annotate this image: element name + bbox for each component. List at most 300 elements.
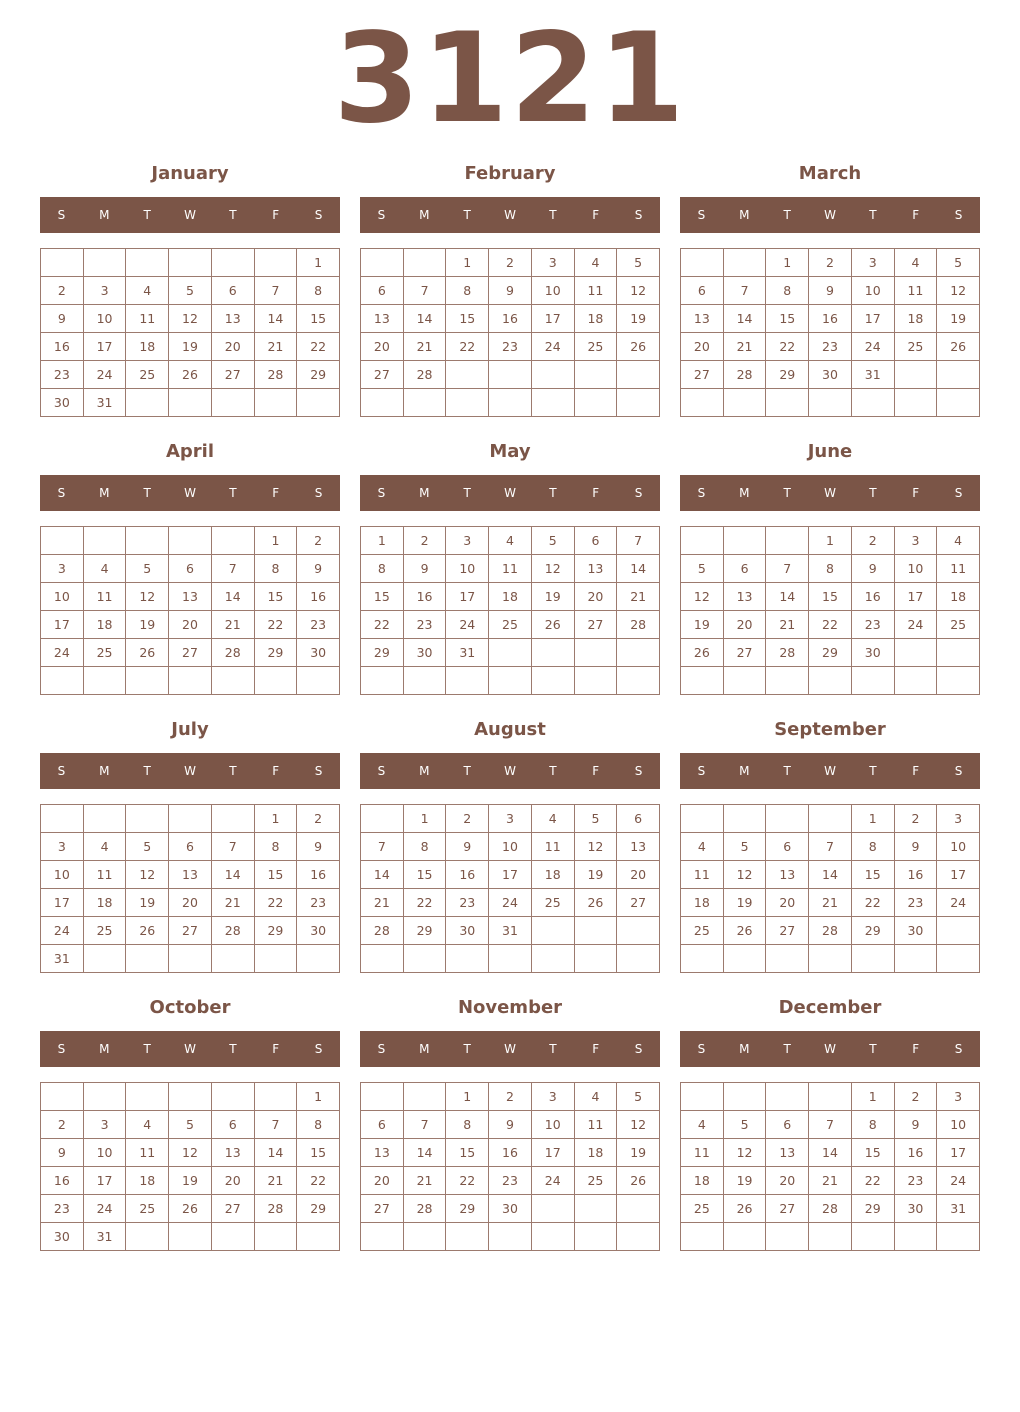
day-cell: 26 xyxy=(724,1195,767,1223)
day-cell: 18 xyxy=(126,333,169,361)
day-cell: 19 xyxy=(126,611,169,639)
day-cell: 30 xyxy=(809,361,852,389)
day-cell: 29 xyxy=(852,1195,895,1223)
day-cell: 15 xyxy=(297,305,340,333)
day-cell: 28 xyxy=(809,917,852,945)
empty-day-cell xyxy=(169,527,212,555)
day-cell: 28 xyxy=(404,1195,447,1223)
day-cell: 19 xyxy=(617,1139,660,1167)
month-name: February xyxy=(464,163,556,184)
weekday-header xyxy=(680,1031,980,1067)
day-cell: 26 xyxy=(724,917,767,945)
weekday-label: S xyxy=(697,764,706,778)
day-cell: 4 xyxy=(681,833,724,861)
empty-day-cell xyxy=(532,945,575,973)
day-cell: 11 xyxy=(681,861,724,889)
day-cell: 4 xyxy=(532,805,575,833)
day-cell: 5 xyxy=(617,249,660,277)
weekday-label: W xyxy=(824,1042,836,1056)
day-cell: 13 xyxy=(724,583,767,611)
day-cell: 9 xyxy=(489,1111,532,1139)
day-cell: 25 xyxy=(84,917,127,945)
day-grid xyxy=(360,804,660,973)
day-cell: 29 xyxy=(404,917,447,945)
day-cell: 17 xyxy=(937,861,980,889)
day-cell: 21 xyxy=(255,1167,298,1195)
day-cell: 13 xyxy=(169,861,212,889)
day-cell: 3 xyxy=(532,1083,575,1111)
weekday-label: T xyxy=(229,486,237,500)
day-cell: 21 xyxy=(361,889,404,917)
day-cell: 22 xyxy=(852,889,895,917)
day-cell: 4 xyxy=(895,249,938,277)
empty-day-cell xyxy=(895,1223,938,1251)
empty-day-cell xyxy=(724,945,767,973)
day-grid xyxy=(40,248,340,417)
day-cell: 12 xyxy=(724,861,767,889)
day-cell: 14 xyxy=(809,1139,852,1167)
empty-day-cell xyxy=(681,1223,724,1251)
weekday-label: M xyxy=(419,486,430,500)
day-cell: 24 xyxy=(489,889,532,917)
day-cell: 22 xyxy=(361,611,404,639)
empty-day-cell xyxy=(361,1083,404,1111)
empty-day-cell xyxy=(212,249,255,277)
day-cell: 26 xyxy=(126,639,169,667)
weekday-label: T xyxy=(143,1042,151,1056)
day-grid xyxy=(680,1082,980,1251)
day-cell: 25 xyxy=(575,333,618,361)
day-cell: 19 xyxy=(575,861,618,889)
weekday-header xyxy=(40,753,340,789)
day-cell: 20 xyxy=(617,861,660,889)
day-cell: 14 xyxy=(404,305,447,333)
empty-day-cell xyxy=(532,1195,575,1223)
day-cell: 5 xyxy=(169,277,212,305)
day-cell: 30 xyxy=(297,917,340,945)
day-cell: 2 xyxy=(297,805,340,833)
day-cell: 20 xyxy=(212,1167,255,1195)
day-cell: 19 xyxy=(169,1167,212,1195)
empty-day-cell xyxy=(681,805,724,833)
empty-day-cell xyxy=(937,361,980,389)
day-cell: 15 xyxy=(446,305,489,333)
day-cell: 20 xyxy=(361,1167,404,1195)
day-cell: 6 xyxy=(361,277,404,305)
empty-day-cell xyxy=(361,805,404,833)
day-cell: 30 xyxy=(446,917,489,945)
day-cell: 24 xyxy=(852,333,895,361)
day-cell: 19 xyxy=(169,333,212,361)
day-cell: 13 xyxy=(169,583,212,611)
day-cell: 8 xyxy=(766,277,809,305)
empty-day-cell xyxy=(169,1223,212,1251)
day-cell: 5 xyxy=(575,805,618,833)
day-cell: 13 xyxy=(766,861,809,889)
empty-day-cell xyxy=(84,667,127,695)
month-name: October xyxy=(149,997,231,1018)
empty-day-cell xyxy=(41,805,84,833)
day-cell: 9 xyxy=(297,555,340,583)
day-cell: 10 xyxy=(41,861,84,889)
empty-day-cell xyxy=(255,249,298,277)
empty-day-cell xyxy=(681,527,724,555)
day-cell: 20 xyxy=(766,1167,809,1195)
empty-day-cell xyxy=(681,389,724,417)
day-cell: 24 xyxy=(937,1167,980,1195)
day-cell: 1 xyxy=(766,249,809,277)
weekday-label: W xyxy=(184,1042,196,1056)
weekday-header xyxy=(680,475,980,511)
empty-day-cell xyxy=(126,805,169,833)
day-cell: 12 xyxy=(724,1139,767,1167)
day-cell: 2 xyxy=(404,527,447,555)
day-cell: 27 xyxy=(724,639,767,667)
empty-day-cell xyxy=(126,667,169,695)
weekday-label: S xyxy=(954,1042,963,1056)
day-cell: 5 xyxy=(617,1083,660,1111)
weekday-label: S xyxy=(314,486,323,500)
month-name: December xyxy=(778,997,882,1018)
day-cell: 26 xyxy=(937,333,980,361)
day-grid xyxy=(680,248,980,417)
day-cell: 14 xyxy=(724,305,767,333)
day-cell: 15 xyxy=(766,305,809,333)
day-cell: 9 xyxy=(489,277,532,305)
empty-day-cell xyxy=(895,667,938,695)
empty-day-cell xyxy=(724,1083,767,1111)
day-cell: 7 xyxy=(361,833,404,861)
month-name: March xyxy=(798,163,862,184)
day-cell: 17 xyxy=(937,1139,980,1167)
empty-day-cell xyxy=(575,361,618,389)
day-cell: 23 xyxy=(489,1167,532,1195)
empty-day-cell xyxy=(404,945,447,973)
day-cell: 29 xyxy=(297,361,340,389)
day-cell: 26 xyxy=(532,611,575,639)
day-cell: 2 xyxy=(852,527,895,555)
day-cell: 23 xyxy=(297,611,340,639)
day-cell: 11 xyxy=(575,277,618,305)
day-cell: 2 xyxy=(41,277,84,305)
weekday-label: W xyxy=(824,486,836,500)
day-cell: 2 xyxy=(895,805,938,833)
empty-day-cell xyxy=(937,945,980,973)
weekday-label: F xyxy=(912,1042,920,1056)
day-cell: 25 xyxy=(84,639,127,667)
weekday-label: F xyxy=(592,764,600,778)
empty-day-cell xyxy=(937,667,980,695)
day-cell: 4 xyxy=(575,249,618,277)
day-cell: 9 xyxy=(895,833,938,861)
empty-day-cell xyxy=(169,389,212,417)
day-cell: 28 xyxy=(212,639,255,667)
day-cell: 20 xyxy=(169,889,212,917)
day-cell: 1 xyxy=(852,805,895,833)
weekday-label: S xyxy=(57,208,66,222)
day-cell: 1 xyxy=(446,1083,489,1111)
day-cell: 25 xyxy=(895,333,938,361)
day-cell: 27 xyxy=(766,917,809,945)
day-cell: 18 xyxy=(126,1167,169,1195)
day-cell: 17 xyxy=(532,1139,575,1167)
day-cell: 22 xyxy=(297,1167,340,1195)
empty-day-cell xyxy=(895,639,938,667)
day-cell: 31 xyxy=(937,1195,980,1223)
empty-day-cell xyxy=(724,389,767,417)
day-grid xyxy=(360,526,660,695)
empty-day-cell xyxy=(255,1083,298,1111)
day-cell: 28 xyxy=(617,611,660,639)
empty-day-cell xyxy=(617,667,660,695)
day-cell: 13 xyxy=(575,555,618,583)
day-cell: 7 xyxy=(255,1111,298,1139)
day-cell: 14 xyxy=(255,305,298,333)
day-cell: 23 xyxy=(489,333,532,361)
day-cell: 16 xyxy=(809,305,852,333)
day-cell: 15 xyxy=(809,583,852,611)
day-grid xyxy=(40,804,340,973)
weekday-label: S xyxy=(377,208,386,222)
weekday-label: T xyxy=(143,208,151,222)
day-cell: 6 xyxy=(212,1111,255,1139)
day-cell: 5 xyxy=(681,555,724,583)
weekday-label: F xyxy=(912,764,920,778)
empty-day-cell xyxy=(766,945,809,973)
day-cell: 30 xyxy=(297,639,340,667)
empty-day-cell xyxy=(532,361,575,389)
day-cell: 27 xyxy=(212,1195,255,1223)
day-cell: 6 xyxy=(575,527,618,555)
empty-day-cell xyxy=(575,639,618,667)
weekday-label: S xyxy=(634,764,643,778)
day-cell: 19 xyxy=(126,889,169,917)
day-cell: 19 xyxy=(937,305,980,333)
day-cell: 23 xyxy=(446,889,489,917)
weekday-label: M xyxy=(739,208,750,222)
day-cell: 28 xyxy=(212,917,255,945)
empty-day-cell xyxy=(809,945,852,973)
day-grid xyxy=(360,248,660,417)
empty-day-cell xyxy=(126,1083,169,1111)
empty-day-cell xyxy=(446,361,489,389)
day-cell: 12 xyxy=(532,555,575,583)
day-cell: 29 xyxy=(255,639,298,667)
weekday-label: S xyxy=(314,208,323,222)
weekday-label: M xyxy=(99,208,110,222)
day-cell: 23 xyxy=(41,361,84,389)
day-cell: 19 xyxy=(724,1167,767,1195)
weekday-label: W xyxy=(824,764,836,778)
day-cell: 21 xyxy=(404,333,447,361)
empty-day-cell xyxy=(404,667,447,695)
empty-day-cell xyxy=(724,1223,767,1251)
empty-day-cell xyxy=(446,667,489,695)
day-cell: 18 xyxy=(681,889,724,917)
day-cell: 11 xyxy=(937,555,980,583)
day-cell: 29 xyxy=(766,361,809,389)
weekday-label: T xyxy=(869,764,877,778)
empty-day-cell xyxy=(766,1223,809,1251)
day-cell: 11 xyxy=(489,555,532,583)
day-cell: 22 xyxy=(766,333,809,361)
day-cell: 16 xyxy=(41,333,84,361)
day-cell: 25 xyxy=(489,611,532,639)
weekday-label: F xyxy=(272,486,280,500)
empty-day-cell xyxy=(532,389,575,417)
weekday-label: T xyxy=(869,208,877,222)
day-cell: 6 xyxy=(724,555,767,583)
weekday-label: T xyxy=(463,486,471,500)
day-cell: 7 xyxy=(809,833,852,861)
empty-day-cell xyxy=(809,389,852,417)
day-cell: 24 xyxy=(532,333,575,361)
empty-day-cell xyxy=(617,361,660,389)
day-cell: 23 xyxy=(297,889,340,917)
day-cell: 7 xyxy=(766,555,809,583)
day-cell: 8 xyxy=(852,1111,895,1139)
day-cell: 26 xyxy=(169,1195,212,1223)
empty-day-cell xyxy=(575,1223,618,1251)
day-cell: 19 xyxy=(532,583,575,611)
empty-day-cell xyxy=(937,1223,980,1251)
weekday-label: M xyxy=(739,764,750,778)
day-cell: 5 xyxy=(724,1111,767,1139)
day-cell: 17 xyxy=(84,1167,127,1195)
empty-day-cell xyxy=(255,945,298,973)
weekday-label: T xyxy=(463,764,471,778)
weekday-header xyxy=(360,197,660,233)
day-cell: 7 xyxy=(724,277,767,305)
day-cell: 3 xyxy=(41,833,84,861)
day-cell: 2 xyxy=(41,1111,84,1139)
weekday-label: S xyxy=(634,486,643,500)
empty-day-cell xyxy=(681,945,724,973)
day-cell: 18 xyxy=(84,889,127,917)
day-cell: 29 xyxy=(361,639,404,667)
day-cell: 24 xyxy=(84,361,127,389)
day-cell: 13 xyxy=(766,1139,809,1167)
weekday-label: M xyxy=(739,486,750,500)
day-cell: 3 xyxy=(84,277,127,305)
empty-day-cell xyxy=(766,805,809,833)
day-cell: 5 xyxy=(532,527,575,555)
weekday-label: S xyxy=(314,1042,323,1056)
day-cell: 13 xyxy=(361,1139,404,1167)
month-name: August xyxy=(474,719,546,740)
weekday-label: W xyxy=(504,764,516,778)
day-cell: 11 xyxy=(895,277,938,305)
day-cell: 14 xyxy=(766,583,809,611)
day-cell: 4 xyxy=(575,1083,618,1111)
empty-day-cell xyxy=(489,361,532,389)
day-cell: 16 xyxy=(489,1139,532,1167)
day-cell: 25 xyxy=(126,1195,169,1223)
empty-day-cell xyxy=(169,1083,212,1111)
weekday-header xyxy=(360,1031,660,1067)
day-cell: 7 xyxy=(212,555,255,583)
weekday-label: T xyxy=(783,208,791,222)
empty-day-cell xyxy=(255,667,298,695)
empty-day-cell xyxy=(126,1223,169,1251)
day-cell: 15 xyxy=(361,583,404,611)
day-cell: 23 xyxy=(895,889,938,917)
day-cell: 15 xyxy=(446,1139,489,1167)
day-cell: 4 xyxy=(84,555,127,583)
day-cell: 9 xyxy=(41,1139,84,1167)
day-cell: 8 xyxy=(446,1111,489,1139)
weekday-header xyxy=(360,753,660,789)
empty-day-cell xyxy=(681,667,724,695)
day-cell: 22 xyxy=(255,611,298,639)
weekday-label: M xyxy=(99,486,110,500)
day-cell: 19 xyxy=(681,611,724,639)
day-cell: 1 xyxy=(255,805,298,833)
weekday-label: S xyxy=(377,486,386,500)
month-name: May xyxy=(489,441,531,462)
day-cell: 9 xyxy=(446,833,489,861)
weekday-label: W xyxy=(824,208,836,222)
day-cell: 14 xyxy=(617,555,660,583)
weekday-header xyxy=(40,1031,340,1067)
empty-day-cell xyxy=(852,667,895,695)
day-cell: 10 xyxy=(532,1111,575,1139)
day-cell: 30 xyxy=(895,917,938,945)
day-cell: 16 xyxy=(852,583,895,611)
day-cell: 7 xyxy=(255,277,298,305)
empty-day-cell xyxy=(84,945,127,973)
weekday-label: S xyxy=(954,486,963,500)
empty-day-cell xyxy=(766,1083,809,1111)
day-cell: 24 xyxy=(446,611,489,639)
day-cell: 6 xyxy=(766,833,809,861)
empty-day-cell xyxy=(809,805,852,833)
day-cell: 1 xyxy=(297,1083,340,1111)
day-cell: 26 xyxy=(575,889,618,917)
day-cell: 18 xyxy=(937,583,980,611)
day-cell: 24 xyxy=(41,639,84,667)
day-cell: 21 xyxy=(212,611,255,639)
day-cell: 20 xyxy=(169,611,212,639)
empty-day-cell xyxy=(446,945,489,973)
day-cell: 4 xyxy=(126,277,169,305)
day-cell: 18 xyxy=(84,611,127,639)
empty-day-cell xyxy=(766,667,809,695)
empty-day-cell xyxy=(489,945,532,973)
day-cell: 8 xyxy=(852,833,895,861)
weekday-header xyxy=(40,475,340,511)
empty-day-cell xyxy=(724,805,767,833)
empty-day-cell xyxy=(852,1223,895,1251)
day-cell: 14 xyxy=(809,861,852,889)
weekday-label: T xyxy=(463,1042,471,1056)
day-cell: 12 xyxy=(617,1111,660,1139)
day-cell: 1 xyxy=(255,527,298,555)
day-cell: 9 xyxy=(809,277,852,305)
day-grid xyxy=(360,1082,660,1251)
day-cell: 24 xyxy=(84,1195,127,1223)
day-cell: 1 xyxy=(809,527,852,555)
weekday-header xyxy=(360,475,660,511)
day-cell: 30 xyxy=(895,1195,938,1223)
day-cell: 25 xyxy=(681,917,724,945)
empty-day-cell xyxy=(575,917,618,945)
empty-day-cell xyxy=(575,667,618,695)
empty-day-cell xyxy=(212,945,255,973)
day-cell: 11 xyxy=(532,833,575,861)
day-cell: 10 xyxy=(532,277,575,305)
day-cell: 14 xyxy=(212,583,255,611)
